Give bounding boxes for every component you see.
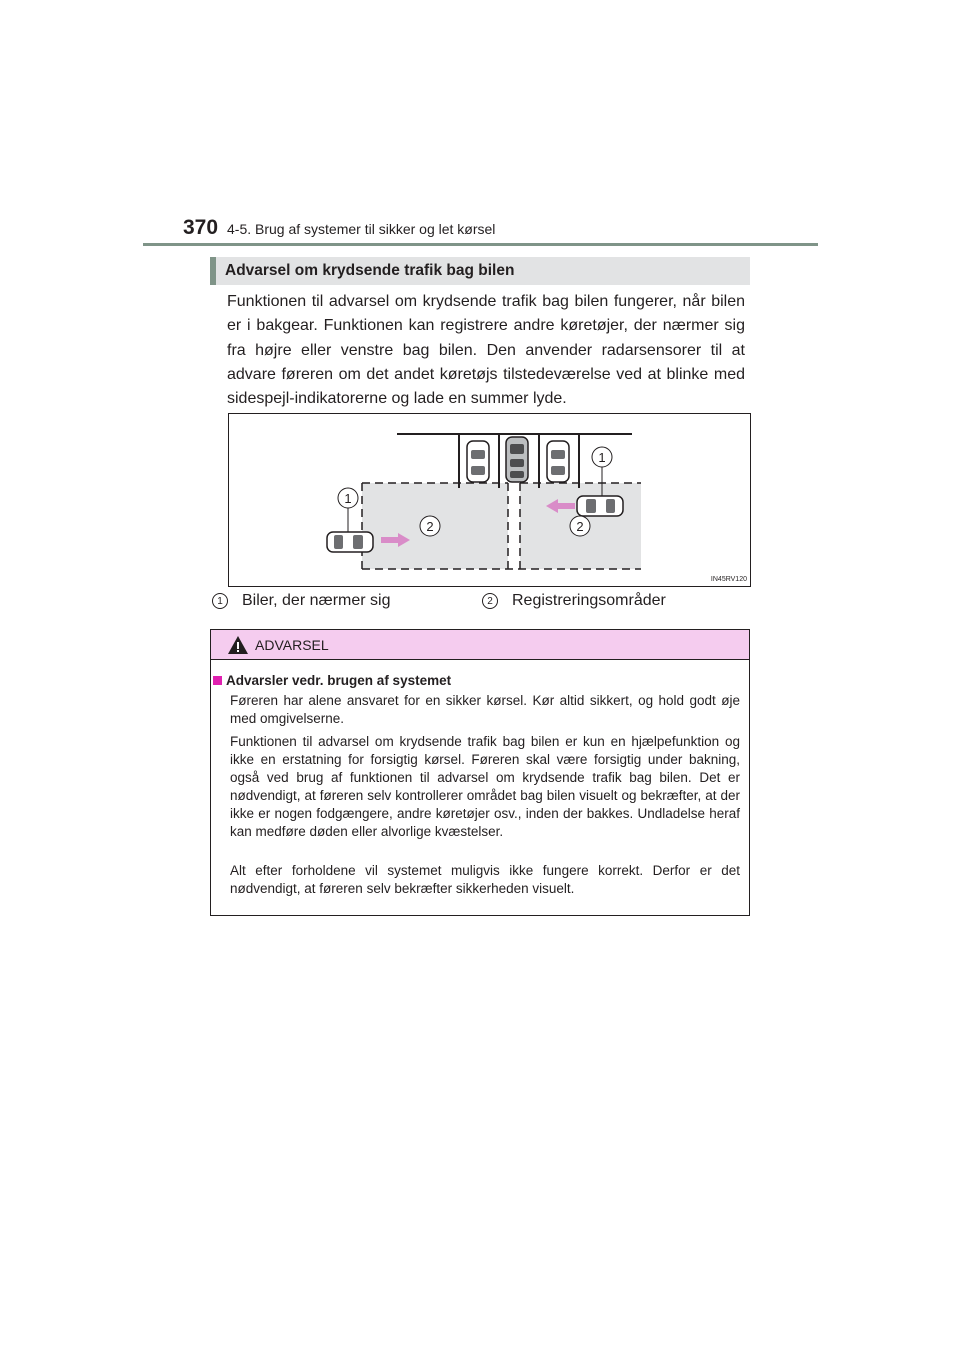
bullet-square-icon: [213, 676, 222, 685]
approaching-car-left: [327, 532, 373, 552]
svg-text:1: 1: [344, 491, 352, 506]
legend-item-1: [212, 592, 391, 610]
legend-text: Registreringsområder: [512, 592, 666, 609]
warning-triangle-icon: [227, 635, 249, 655]
parked-car-2: [547, 441, 569, 482]
section-heading-bar: [210, 257, 750, 285]
warning-paragraph-3: Alt efter forholdene vil systemet muligvis ikke fungere korrekt. Derfor er det nødvendigt, at føreren selv bekræfter sikkerheden visuelt.: [230, 863, 740, 896]
section-body: Funktionen til advarsel om krydsende trafik bag bilen fungerer, når bilen er i bakgear. Funktionen kan registrere andre køretøjer, der nærmer sig fra højre eller venstre bag bilen. Den anvender radarsensorer til at advare føreren om det andet køretøjs tilstedeværelse ved at blinke med sidespejl-indikatorerne og lade en summer lyde.: [227, 293, 745, 408]
legend-item-2: [482, 592, 666, 610]
warning-paragraph-2: Funktionen til advarsel om krydsende trafik bag bilen er kun en hjælpefunktion og ikke en erstatning for forsigtig kørsel. Føreren skal være forsigtig under bakning, også ved brug af funktionen til advarsel om krydsende trafik bag bilen. Det er nødvendigt, at føreren selv kontrollerer området bag bilen visuelt og bekræfter, at der ikke er nogen fodgængere, andre køretøjer osv., inden der bakkes. Undladelse heraf kan medføre døden eller alvorlige kvæstelser.: [230, 734, 740, 839]
section-accent: [210, 257, 216, 285]
svg-text:2: 2: [576, 519, 584, 534]
legend-number: 1: [212, 593, 228, 609]
warning-header: [211, 630, 749, 660]
warning-label: ADVARSEL: [255, 637, 329, 653]
callout-2-left: [420, 516, 440, 536]
diagram-svg: [229, 414, 750, 586]
parked-car-1: [467, 441, 489, 482]
figure-code: IN45RV120: [710, 576, 747, 583]
chapter-title: 4-5. Brug af systemer til sikker og let kørsel: [227, 221, 496, 237]
own-car: [506, 437, 528, 482]
legend-number: 2: [482, 593, 498, 609]
header-rule: [143, 243, 818, 246]
parking-diagram: [228, 413, 751, 587]
approaching-car-right: [577, 496, 623, 516]
warning-box: [210, 629, 750, 916]
legend-text: Biler, der nærmer sig: [242, 592, 391, 609]
callout-1-left: [338, 488, 358, 508]
warning-subheading-text: Advarsler vedr. brugen af systemet: [226, 673, 452, 688]
section-title: Advarsel om krydsende trafik bag bilen: [225, 262, 515, 279]
warning-paragraph-1: Føreren har alene ansvaret for en sikker kørsel. Kør altid sikkert, og hold godt øje med omgivelserne.: [230, 693, 740, 726]
warning-subheading: [213, 673, 451, 688]
svg-text:2: 2: [426, 519, 434, 534]
callout-1-right: [592, 447, 612, 467]
svg-text:1: 1: [598, 450, 606, 465]
page-number: 370: [183, 216, 219, 239]
callout-2-right: [570, 516, 590, 536]
